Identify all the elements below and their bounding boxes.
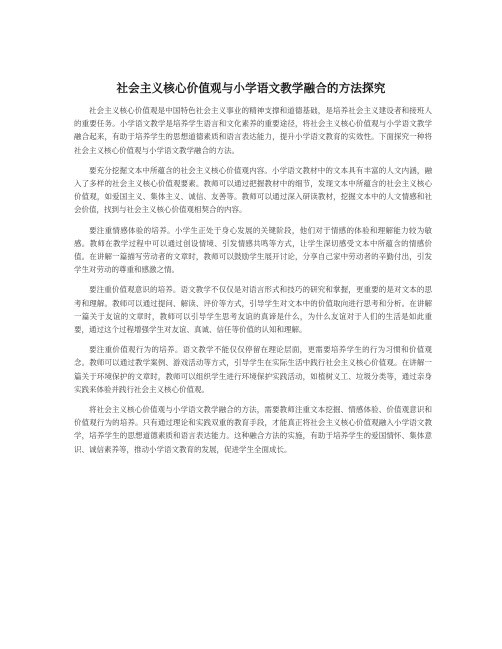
paragraph-value-behavior: 要注重价值观行为的培养。语文教学不能仅仅停留在理论层面，更需要培养学生的行为习惯和价值观念。教师可以通过教学案例、游戏活动等方式，引导学生在实际生活中践行社会主义核心价值观。在讲解一篇关于环境保护的文章时，教师可以组织学生进行环境保护实践活动，如植树义工、垃圾分类等，通过亲身实践来体验并践行社会主义核心价值观。 bbox=[74, 345, 432, 394]
paragraph-conclusion: 将社会主义核心价值观与小学语文教学融合的方法，需要教师注重文本挖掘、情感体验、价值观意识和价值观行为的培养。只有通过理论和实践双重的教育手段，才能真正将社会主义核心价值观融入小学语文教学，培养学生的思想道德素质和语言表达能力。这种融合方法的实施，有助于培养学生的爱国情怀、集体意识、诚信素养等，推动小学语文教育的发展，促进学生全面成长。 bbox=[74, 405, 432, 454]
paragraph-intro: 社会主义核心价值观是中国特色社会主义事业的精神支撑和道德基础，是培养社会主义建设者和接班人的重要任务。小学语文教学是培养学生语言和文化素养的重要途径，将社会主义核心价值观与小学语文教学融合起来，有助于培养学生的思想道德素质和语言表达能力，提升小学语文教育的实效性。下面探究一种将社会主义核心价值观与小学语文教学融合的方法。 bbox=[74, 106, 432, 155]
paragraph-value-awareness: 要注重价值观意识的培养。语文教学不仅仅是对语言形式和技巧的研究和掌握，更重要的是对文本的思考和理解。教师可以通过提问、解读、评价等方式，引导学生对文本中的价值取向进行思考和分析。在讲解一篇关于友谊的文章时，教师可以引导学生思考友谊的真谛是什么，为什么友谊对于人们的生活是如此重要，通过这个过程增强学生对友谊、真诚、信任等价值的认知和理解。 bbox=[74, 285, 432, 335]
paragraph-text-mining: 要充分挖掘文本中所蕴含的社会主义核心价值观内容。小学语文教材中的文本具有丰富的人文内涵，融入了多样的社会主义核心价值观要素。教师可以通过把握教材中的细节，发现文本中所蕴含的社会主义核心价值观，如爱国主义、集体主义、诚信、友善等。教师可以通过深入研读教材，挖掘文本中的人文情感和社会价值，找到与社会主义核心价值观相契合的内容。 bbox=[74, 165, 432, 215]
document-title: 社会主义核心价值观与小学语文教学融合的方法探究 bbox=[116, 81, 386, 95]
paragraph-emotional-experience: 要注重情感体验的培养。小学生正处于身心发展的关键阶段，他们对于情感的体验和理解能力较为敏感。教师在教学过程中可以通过创设情境、引发情感共鸣等方式，让学生深切感受文本中所蕴含的情感价值。在讲解一篇描写劳动者的文章时，教师可以鼓励学生展开讨论，分享自己家中劳动者的辛勤付出，引发学生对劳动的尊重和感激之情。 bbox=[74, 225, 432, 275]
document-body bbox=[74, 104, 432, 463]
